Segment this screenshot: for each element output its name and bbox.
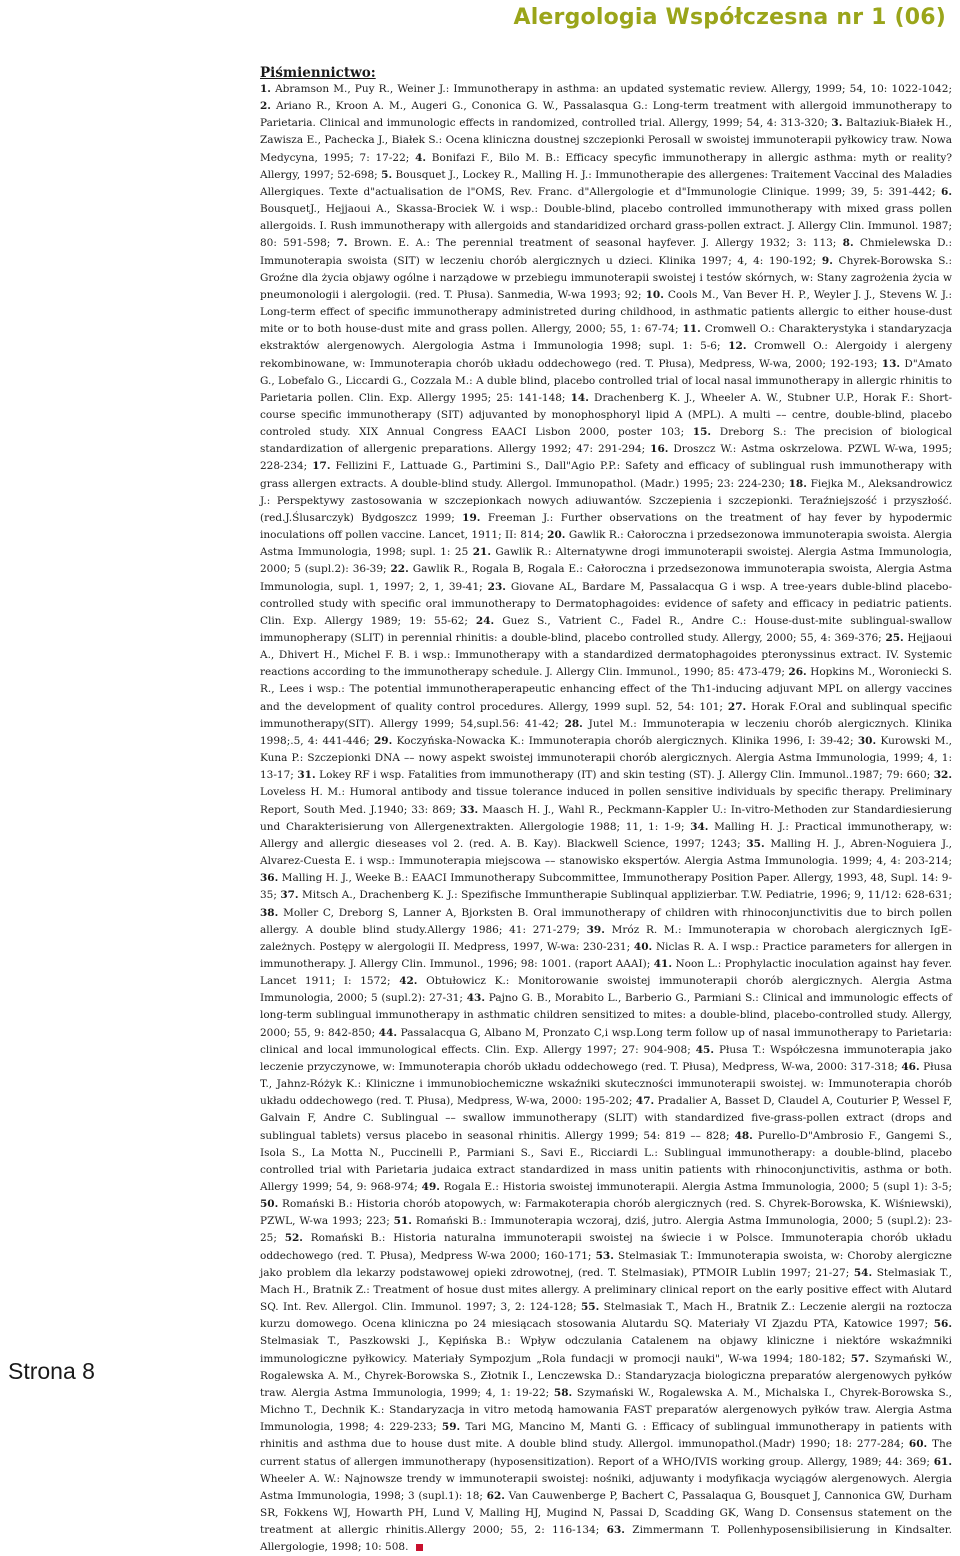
references-section bbox=[260, 66, 952, 1556]
reference-number: 30. bbox=[857, 734, 877, 747]
reference-text: Rogala E.: Historia swoistej immunoterapii. Alergia Astma Immunologia, 2000; 5 (supl 1): 3-5; bbox=[443, 1181, 952, 1193]
reference-text: Niclas R. A. I wsp.: Practice parameters for allergen in immunotherapy. J. Allergy Clin. Immunol., 1996; 98: 1001. (raport AAAI); bbox=[260, 940, 953, 970]
reference-item bbox=[260, 83, 952, 95]
reference-text: Abramson M., Puy R., Weiner J.: Immunotherapy in asthma: an updated systematic review. Allergy, 1999; 54, 10: 1022-1042; bbox=[275, 83, 952, 95]
reference-number: 20. bbox=[547, 529, 566, 542]
reference-number: 47. bbox=[635, 1095, 655, 1108]
reference-number: 38. bbox=[260, 906, 279, 919]
reference-number: 53. bbox=[595, 1249, 614, 1262]
reference-number: 50. bbox=[260, 1198, 279, 1211]
reference-text: Guez S., Vatrient C., Fadel R., Andre C.: House-dust-mite sublingual-swallow immunopherapy (SLIT) in perennial rhinitis: a double-blind, placebo controlled study. Allergy, 2000; 55, 4: 369-376; bbox=[260, 614, 952, 644]
reference-text: Mitsch A., Drachenberg K. J.: Spezifische Immuntherapie Sublinqual applizierbar. T.W. Pediatrie, 1996; 9, 11/12: 628-631; bbox=[302, 889, 952, 902]
reference-text: Baltaziuk-Białek H., Zawisza E., Pachecka J., Białek S.: Ocena kliniczna doustnej szczepionki Perosall w swoistej immunoterapii pyłkowicy traw. Nowa Medycyna, 1995; 7: 17-22; bbox=[260, 117, 952, 164]
references-list bbox=[260, 81, 952, 1556]
reference-text: Ariano R., Kroon A. M., Augeri G., Cononica G. W., Passalasqua G.: Long-term treatment with allergoid immunotherapy to Parietaria. Clinical and immunologic effects in randomized, controlled trial. Allergy, 1999; 54, 4: 313-320; bbox=[260, 100, 952, 130]
reference-number: 25. bbox=[885, 632, 904, 644]
reference-number: 36. bbox=[260, 872, 279, 885]
reference-number: 42. bbox=[399, 975, 418, 988]
reference-text: Hopkins M., Woroniecki S. R., Lees i wsp.: The potential immunotheraperapeutic enhancing effect of the Th1-inducing adjuvant MPL on allergy vaccines and the development of quality control procedures. Allergy, 1999 supl. 52, 54: 101; bbox=[260, 666, 952, 713]
reference-number: 49. bbox=[421, 1181, 440, 1193]
reference-number: 18. bbox=[788, 477, 807, 490]
reference-number: 28. bbox=[564, 717, 583, 730]
reference-text: Płusa T., Jahnz-Różyk K.: Kliniczne i immunobiochemiczne wskaźniki skuteczności immunoterapii swoistej. w: Immunoterapia chorób układu oddechowego (red. T. Płusa), Medpress, W-wa, 2000: 195-202; bbox=[260, 1060, 953, 1108]
reference-text: Gawlik R.: Całoroczna i przedsezonowa immunoterapia swoista. Alergia Astma Immunologia, 1998; supl. 1: 25 bbox=[260, 529, 952, 559]
reference-text: D"Amato G., Lobefalo G., Liccardi G., Cozzala M.: A duble blind, placebo controlled trial of local nasal immunotherapy in allergic rhinitis to Parietaria pollen. Clin. Exp. Allergy 1995; 25: 141-148; bbox=[260, 357, 953, 404]
reference-text: BousquetJ., Hejjaoui A., Skassa-Brociek W. i wsp.: Double-blind, placebo controlled immunotherapy with mixed grass pollen allergoids. I. Rush immunotherapy with allergoids and standaridized orchard grass-pollen extract. J. Allergy Clin. Immunol. 1987; 80: 591-598; bbox=[260, 203, 952, 250]
reference-text: Obtułowicz K.: Monitorowanie swoistej immunoterapii chorób alergicznych. Alergia Astma Immunologia, 2000; 5 (supl.2): 27-31; bbox=[260, 975, 952, 1005]
reference-text: Loveless H. M.: Humoral antibody and tissue tolerance induced in pollen sensitive individuals by specific therapy. Preliminary Report, South Med. J.1940; 33: 869; bbox=[260, 786, 952, 816]
reference-number: 44. bbox=[378, 1026, 398, 1039]
reference-text: Malling H. J., Weeke B.: EAACI Immunotherapy Subcommittee, Immunotherapy Position Paper. Allergy, 1993, 48, Supl. 14: 9-35; bbox=[260, 872, 952, 902]
reference-text: Horak F.Oral and sublinqual specific immunotherapy(SIT). Allergy 1999; 54,supl.56: 41-42; bbox=[260, 700, 952, 730]
reference-number: 24. bbox=[475, 614, 495, 627]
page-number: Strona 8 bbox=[8, 1358, 95, 1384]
reference-number: 19. bbox=[462, 511, 481, 524]
reference-text: Malling H. J.: Practical immunotherapy, w: Allergy and allergic dieseases vol 2. (red. A. B. Kay). Blackwell Science, 1997; 1243; bbox=[260, 820, 952, 850]
reference-number: 35. bbox=[746, 837, 765, 850]
reference-number: 31. bbox=[297, 769, 316, 782]
reference-text: Szymański W., Rogalewska A. M., Michalska I., Chyrek-Borowska S., Michno T., Dechnik K.: Standaryzacja in vitro metodą hamowania FAST preparatów alergenowych pyłków traw. Alergia Astma Immunologia, 1998; 4: 229-233; bbox=[260, 1386, 953, 1434]
reference-text: Stelmasiak T.: Immunoterapia swoista, w: Choroby alergiczne jako problem dla lekarzy podstawowej opieki zdrowotnej, (red. T. Stelmasiak), PTMOIR Lublin 1997; 21-27; bbox=[260, 1249, 952, 1279]
reference-text: Dreborg S.: The precision of biological standardization of allergenic preparations. Allergy 1992; 47: 291-294; bbox=[260, 426, 952, 456]
reference-number: 39. bbox=[586, 923, 605, 936]
reference-text: Kurowski M., Kuna P.: Szczepionki DNA –– nowy aspekt swoistej immunoterapii chorób alergicznych. Alergia Astma Immunologia, 1999; 4, 1: 13-17; bbox=[260, 734, 953, 782]
reference-number: 54. bbox=[853, 1266, 873, 1279]
reference-number: 6. bbox=[941, 185, 952, 198]
reference-number: 56. bbox=[933, 1318, 952, 1331]
reference-text: Lokey RF i wsp. Fatalities from immunotherapy (IT) and skin testing (ST). J. Allergy Clin. Immunol..1987; 79: 660; bbox=[319, 769, 931, 782]
reference-number: 48. bbox=[734, 1129, 753, 1142]
reference-text: Tari MG, Mancino M, Manti G. : Efficacy of sublingual immunotherapy in patients with rhinitis and asthma due to house dust mite. A double blind study. Allergol. immunopathol.(Madr) 1990; 18: 277-284; bbox=[260, 1421, 952, 1451]
reference-number: 21. bbox=[472, 546, 491, 559]
reference-text: The current status of allergen immunotherapy (hyposensitization). Report of a WHO/IVIS working group. Allergy, 1989; 44: 369; bbox=[260, 1438, 952, 1468]
reference-number: 63. bbox=[606, 1524, 625, 1537]
end-of-article-marker bbox=[416, 1544, 423, 1551]
reference-text: Passalacqua G, Albano M, Pronzato C,i wsp.Long term follow up of nasal immunotherapy to Parietaria: clinical and local immunological effects. Clin. Exp. Allergy 1997; 27: 904-908; bbox=[260, 1026, 952, 1056]
reference-text: Stelmasiak T., Mach H., Bratnik Z.: Treatment of hosue dust mites allergy. A preliminary clinical report on the early positive effect with Alutard SQ. Int. Rev. Allergol. Clin. Immunol. 1997; 3, 2: 124-128; bbox=[260, 1266, 952, 1314]
reference-number: 34. bbox=[690, 820, 709, 833]
reference-number: 16. bbox=[650, 443, 669, 456]
reference-number: 12. bbox=[728, 340, 747, 353]
reference-text: Stelmasiak T., Mach H., Bratnik Z.: Leczenie alergii na roztocza kurzu domowego. Ocena kliniczna po 24 miesiącach stosowania Alutardu SQ. Materiały VI Zjazdu PTA, Katowice 1997; bbox=[260, 1301, 953, 1331]
reference-number: 58. bbox=[553, 1386, 573, 1399]
reference-text: Wheeler A. W.: Najnowsze trendy w immunoterapii swoistej: nośniki, adjuwanty i modyfikacja wyciągów alergenowych. Alergia Astma Immunologia, 1998; 3 (supl.1): 18; bbox=[260, 1472, 952, 1502]
reference-text: Gawlik R.: Alternatywne drogi immunoterapii swoistej. Alergia Astma Immunologia, 2000; 5 (supl.2): 36-39; bbox=[260, 546, 952, 576]
reference-number: 23. bbox=[487, 580, 506, 593]
reference-number: 9. bbox=[821, 254, 833, 267]
reference-item bbox=[374, 735, 854, 747]
reference-number: 29. bbox=[373, 734, 393, 747]
reference-text: Hejjaoui A., Dhivert H., Michel F. B. i wsp.: Immunotherapy with a standardized dermatophagoides pteronyssinus extract. IV. Systemic reactions according to the immunotherapy schedule. J. Allergy Clin. Immunol., 1990; 85: 473-479; bbox=[260, 632, 953, 679]
reference-text: Płusa T.: Współczesna immunoterapia jako leczenie przyczynowe, w: Immunoterapia chorób układu oddechowego (red. T. Płusa), Medpress, W-wa, 2000: 317-318; bbox=[260, 1043, 952, 1073]
reference-text: Fellizini F., Lattuade G., Partimini S., Dall"Agio P.P.: Safety and efficacy of sublingual rush immunotherapy with grass allergen extracts. A double-blind study. Allergol. Immunopathol. (Madr.) 1995; 23: 224-230; bbox=[260, 460, 953, 490]
journal-title: Alergologia Współczesna nr 1 (06) bbox=[513, 5, 946, 30]
reference-text: Drachenberg K. J., Wheeler A. W., Stubner U.P., Horak F.: Short-course specific immunotherapy (SIT) adjuvanted by monophosphoryl lipid A (MPL). A multi –– centre, double-blind, placebo controled study. XIX Annual Congress EAACI Lisbon 2000, poster 103; bbox=[260, 391, 952, 439]
reference-text: Jutel M.: Immunoterapia w leczeniu chorób alergicznych. Klinika 1998;.5, 4: 441-446; bbox=[260, 717, 953, 747]
reference-number: 32. bbox=[933, 769, 952, 782]
reference-text: Maasch H. J., Wahl R., Peckmann-Kappler U.: In-vitro-Methoden zur Standardiesierung und Charakterisierung von Allergenextrakten. Allergologie 1988; 11, 1: 1-9; bbox=[260, 803, 952, 833]
references-heading: Piśmiennictwo: bbox=[260, 65, 376, 81]
reference-number: 22. bbox=[390, 563, 409, 576]
reference-number: 26. bbox=[788, 666, 807, 679]
reference-text: Romański B.: Historia chorób atopowych, w: Farmakoterapia chorób alergicznych (red. S. Chyrek-Borowska, K. Wiśniewski), PZWL, W-wa 1993; 223; bbox=[260, 1198, 952, 1228]
reference-text: Droszcz W.: Astma oskrzelowa. PZWL W-wa, 1995; 228-234; bbox=[260, 443, 953, 473]
reference-text: Fiejka M., Aleksandrowicz J.: Perspektywy zastosowania w szczepionkach nowych adiuwantów. Szczepienia i szczepionki. Teraźniejszość i przyszłość. (red.J.Ślusarczyk) Bydgoszcz 1999; bbox=[260, 477, 953, 524]
reference-number: 8. bbox=[842, 237, 854, 250]
reference-text: Pajno G. B., Morabito L., Barberio G., Parmiani S.: Clinical and immunologic effects of long-term sublingual immunotherapy in asthmatic children sensitized to mites: a double-blind, placebo-controlled study. Allergy, 2000; 55, 9: 842-850; bbox=[260, 992, 953, 1039]
reference-text: Purello-D"Ambrosio F., Gangemi S., Isola S., La Motta N., Puccinelli P., Parmiani S., Savi E., Ricciardi L.: Sublingual immunotherapy: a double-blind, placebo controlled trial with Parietaria judaica extract standardized in mass unitin patients with rhinoconjunctivitis, asthma or both. Allergy 1999; 54, 9: 968-974; bbox=[260, 1129, 952, 1193]
reference-text: Bousquet J., Lockey R., Malling H. J.: Immunotherapie des allergenes: Traitement Vaccinal des Maladies Allergiques. Texte d"actualisation de l"OMS, Rev. Franc. d"Allergologie et d"Immunologie Clinique. 1999; 39, 5: 391-442; bbox=[260, 168, 952, 198]
reference-text: Moller C, Dreborg S, Lanner A, Bjorksten B. Oral immunotherapy of children with rhinoconjunctivitis due to birch pollen allergy. A double blind study.Allergy 1986; 41: 271-279; bbox=[260, 906, 952, 936]
reference-text: Cromwell O.: Charakterystyka i standaryzacja ekstraktów alergenowych. Alergologia Astma i Immunologia 1998; supl. 1: 5-6; bbox=[260, 323, 952, 353]
reference-number: 27. bbox=[727, 700, 747, 713]
reference-number: 3. bbox=[831, 117, 843, 130]
reference-text: Cromwell O.: Alergoidy i alergeny rekombinowane, w: Immunoterapia chorób układu oddechowego (red. T. Płusa), Medpress, W-wa, 2000; 192-193; bbox=[260, 340, 952, 370]
reference-item bbox=[337, 237, 837, 249]
reference-text: Freeman J.: Further observations on the treatment of hay fever by hypodermic inoculations off pollen vaccine. Lancet, 1911; II: 814; bbox=[260, 511, 952, 542]
reference-item bbox=[297, 769, 930, 781]
reference-text: Pradalier A, Basset D, Claudel A, Couturier P, Wessel F, Galvain F, Andre C. Sublingual –– swallow immunotherapy (SLIT) with standardized five-grass-pollen extract (drops and sublingual tablets) versus placebo in seasonal rhinitis. Allergy 1999; 54: 819 –– 828; bbox=[260, 1095, 953, 1142]
reference-number: 2. bbox=[260, 100, 271, 113]
reference-number: 46. bbox=[901, 1060, 920, 1073]
reference-number: 4. bbox=[415, 151, 427, 164]
reference-text: Noon L.: Prophylactic inoculation against hay fever. Lancet 1911; I: 1572; bbox=[260, 957, 953, 988]
reference-item bbox=[422, 1181, 952, 1193]
reference-number: 55. bbox=[580, 1301, 600, 1314]
reference-item bbox=[280, 889, 952, 901]
reference-number: 14. bbox=[570, 391, 589, 404]
reference-number: 10. bbox=[645, 288, 664, 301]
reference-text: Romański B.: Immunoterapia wczoraj, dziś, jutro. Alergia Astma Immunologia, 2000; 5 (supl.2): 23-25; bbox=[260, 1215, 952, 1245]
reference-text: Malling H. J., Abren-Noguiera J., Alvarez-Cuesta E. i wsp.: Immunoterapia miejscowa –– stanowisko ekspertów. Alergia Astma Immunologia. 1999; 4, 4: 203-214; bbox=[260, 837, 952, 868]
reference-text: Van Cauwenberge P, Bachert C, Passalaqua G, Bousquet J, Cannonica GW, Durham SR, Fokkens WJ, Howarth PH, Lund V, Malling HJ, Mugind N, Passai D, Scadding GK, Wang D. Consensus statement on the treatment at allergic rhinitis.Allergy 2000; 55, 2: 116-134; bbox=[260, 1489, 953, 1537]
reference-number: 15. bbox=[692, 426, 712, 439]
reference-text: Mróz R. M.: Immunoterapia w chorobach alergicznych IgE-zależnych. Postępy w alergologii II. Medpress, 1997, W-wa: 230-231; bbox=[260, 923, 952, 953]
reference-text: Szymański W., Rogalewska A. M., Chyrek-Borowska S., Złotnik I., Lenczewska D.: Standaryzacja biologiczna preparatów alergenowych pyłków traw. Alergia Astma Immunologia, 1999; 4, 1: 19-22; bbox=[260, 1352, 953, 1399]
reference-number: 45. bbox=[695, 1043, 714, 1056]
reference-text: Giovane AL, Bardare M, Passalacqua G i wsp. A tree-years duble-blind placebo-controlled study with specific oral immunotherapy to Dermatophagoides: evidence of safety and efficacy in pediatric patients. Clin. Exp. Allergy 1989; 19: 55-62; bbox=[260, 580, 953, 627]
reference-number: 40. bbox=[633, 940, 653, 953]
reference-number: 7. bbox=[336, 237, 348, 250]
reference-text: Cools M., Van Bever H. P., Weyler J. J., Stevens W. J.: Long-term effect of specific immunotherapy administreted during childhood, in asthmatic patients allergic to either house-dust mite or to both house-dust mite and grass pollen. Allergy, 2000; 55, 1: 67-74; bbox=[260, 288, 953, 336]
reference-text: Bonifazi F., Bilo M. B.: Efficacy specyfic immunotherapy in allergic asthma: myth or reality? Allergy, 1997; 52-698; bbox=[260, 151, 952, 181]
reference-number: 62. bbox=[486, 1489, 505, 1502]
reference-number: 11. bbox=[682, 323, 701, 336]
reference-number: 17. bbox=[312, 460, 331, 473]
reference-text: Koczyńska-Nowacka K.: Immunoterapia chorób alergicznych. Klinika 1996, I: 39-42; bbox=[396, 734, 854, 747]
reference-text: Stelmasiak T., Paszkowski J., Kępińska B.: Wpływ odczulania Catalenem na objawy kliniczne i niektóre wskaźmniki immunologiczne pyłkowicy. Materiały Sympozjum „Rola fundacji w promocji nauki", W-wa 1994; 180-182; bbox=[260, 1335, 952, 1365]
reference-number: 57. bbox=[850, 1352, 870, 1365]
reference-number: 33. bbox=[459, 803, 479, 816]
reference-number: 59. bbox=[441, 1421, 461, 1434]
reference-text: Romański B.: Historia naturalna immunoterapii swoistej na świecie i w Polsce. Immunoterapia chorób układu oddechowego (red. T. Płusa), Medpress W-wa 2000; 160-171; bbox=[260, 1232, 952, 1262]
reference-number: 52. bbox=[284, 1232, 303, 1245]
reference-text: Brown. E. A.: The perennial treatment of seasonal hayfever. J. Allergy 1932; 3: 113; bbox=[353, 237, 837, 250]
reference-number: 61. bbox=[933, 1455, 952, 1468]
reference-number: 60. bbox=[908, 1438, 928, 1451]
reference-number: 43. bbox=[466, 992, 485, 1005]
reference-number: 41. bbox=[653, 957, 672, 970]
reference-text: Chmielewska D.: Immunoterapia swoista (SIT) w leczeniu chorób alergicznych u dzieci. Klinika 1997; 4, 4: 190-192; bbox=[260, 237, 952, 267]
reference-number: 1. bbox=[260, 83, 271, 95]
reference-number: 13. bbox=[881, 357, 901, 370]
reference-number: 51. bbox=[393, 1215, 412, 1228]
reference-number: 37. bbox=[280, 889, 299, 902]
reference-text: Gawlik R., Rogala B, Rogala E.: Całoroczna i przedsezonowa immunoterapia swoista, Alergia Astma Immunologia, supl. 1, 1997; 2, 1, 39-41; bbox=[260, 563, 952, 593]
reference-text: Chyrek-Borowska S.: Groźne dla życia objawy ogólne i narządowe w przebiegu immunoterapii swoistej i testów skórnych, w: Stany zagrożenia życia w pneumonologii i alergologii. (red. T. Płusa). Sanmedia, W-wa 1993; 92; bbox=[260, 254, 952, 301]
reference-number: 5. bbox=[381, 168, 393, 181]
reference-text: Zimmermann T. Pollenhyposensibilisierung in Kindsalter. Allergologie, 1998; 10: 508. bbox=[260, 1524, 952, 1554]
